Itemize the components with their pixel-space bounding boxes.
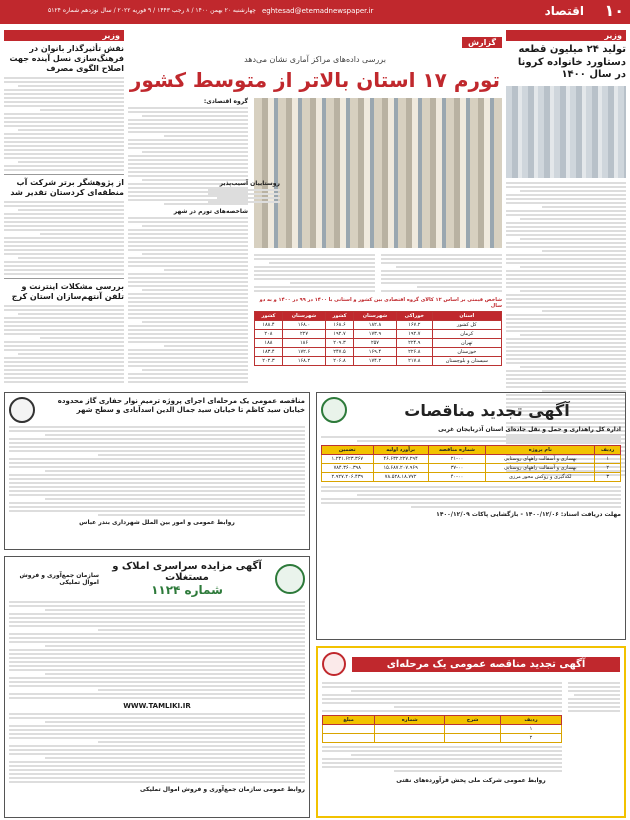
- municipality-logo: [9, 397, 35, 423]
- table-header-cell: استان: [432, 312, 501, 321]
- table-cell: ۱: [595, 455, 621, 464]
- table-row: [322, 455, 621, 464]
- table-cell: بهسازی و آسفالت راههای روستایی: [486, 455, 595, 464]
- table-row: [255, 321, 502, 330]
- table-cell: ۱.۲۳۱.۶۲۳.۳۶۷: [322, 455, 374, 464]
- main-article: [128, 30, 502, 385]
- table-cell: ۱۶۸.۲: [282, 357, 325, 366]
- table-cell: ۱۹۲.۷: [397, 330, 433, 339]
- table-cell: ۱۸۳.۴: [255, 348, 283, 357]
- main-article-tag: گزارش: [462, 37, 502, 48]
- table-row: [255, 357, 502, 366]
- table-cell: ۲۰۹.۳: [326, 339, 354, 348]
- table-cell: ۴۶.۶۳۲.۲۲۷.۲۹۴: [373, 455, 428, 464]
- price-index-table: [254, 311, 502, 366]
- table-cell: ۲۵۷: [353, 339, 396, 348]
- left-headline-2: از پژوهشگر برتر شرکت آب منطقه‌ای کردستان تقدیر شد: [10, 178, 124, 197]
- page-number: ۱۰: [604, 1, 624, 20]
- table-header-cell: شهرستان: [282, 312, 325, 321]
- main-article-headline: تورم ۱۷ استان بالاتر از متوسط کشور: [129, 68, 501, 92]
- table-row: [255, 339, 502, 348]
- table-header-cell: ردیف: [500, 716, 561, 725]
- table-cell: [375, 734, 445, 743]
- table-cell: ۲۲۶.۸: [397, 348, 433, 357]
- table-cell: ۱۶۷.۲: [397, 321, 433, 330]
- table-row: [255, 330, 502, 339]
- table-cell: ۱۸۸: [255, 339, 283, 348]
- table-cell: [445, 725, 501, 734]
- left-column: [4, 30, 124, 385]
- table-cell: [323, 734, 375, 743]
- table-cell: ۱۵.۶۸۷.۲۰۷.۹۶۹: [373, 464, 428, 473]
- table-cell: ۱۸۲.۸: [353, 321, 396, 330]
- table-header-cell: تضمین: [322, 446, 374, 455]
- table-cell: ۴۰-۰۰: [428, 473, 486, 482]
- table-cell: [445, 734, 501, 743]
- table-cell: [375, 725, 445, 734]
- auction-ad-website[interactable]: WWW.TAMLIKI.IR: [123, 702, 191, 710]
- table-cell: لکه‌گیری و روکش محور مرزی: [486, 473, 595, 482]
- tender-table: [321, 445, 621, 482]
- table-header-cell: خوراکی: [397, 312, 433, 321]
- table-cell: ۲۴۷.۵: [326, 348, 354, 357]
- table-cell: ۱۶۸.۶: [326, 321, 354, 330]
- table-row: [322, 464, 621, 473]
- table-cell: بهسازی و آسفالت راههای روستایی: [486, 464, 595, 473]
- table-row: [255, 348, 502, 357]
- table-cell: ۲۱۷.۸: [397, 357, 433, 366]
- table-cell: ۲۱-۰۰: [428, 455, 486, 464]
- price-table-title: شاخص قیمتی بر اساس ۱۲ کالای گروه اقتصادی بین کشور و استانی با ۱۴۰۰ در ۹۹ در ۱۴۰۰ و به دو سال: [259, 297, 502, 309]
- table-cell: ۱۹۲.۷: [326, 330, 354, 339]
- municipal-ad-footer: روابط عمومی و امور بین الملل شهرداری بندر عباس: [79, 519, 235, 526]
- table-cell: ۲.۹۲۷.۲۰۶.۴۳۹: [322, 473, 374, 482]
- table-header-cell: کشور: [326, 312, 354, 321]
- left-column-tag: وزیر: [4, 30, 124, 41]
- auction-ad-org: سازمان جمع‌آوری و فروش اموال تملیکی: [19, 572, 99, 586]
- table-header-cell: نام پروژه: [486, 446, 595, 455]
- table-cell: کرمان: [432, 330, 501, 339]
- oil-ad-table: [322, 715, 562, 743]
- vulnerable-villagers-box: [208, 180, 280, 205]
- table-cell: تهران: [432, 339, 501, 348]
- section-title: اقتصاد: [544, 4, 584, 18]
- table-cell: ۲۲۷: [282, 330, 325, 339]
- municipal-ad: [4, 392, 310, 550]
- table-header-cell: شهرستان: [353, 312, 396, 321]
- table-cell: ۲: [500, 734, 561, 743]
- table-cell: ۱۷۳.۹: [353, 330, 396, 339]
- main-article-kicker: بررسی داده‌های مراکز آماری نشان می‌دهد: [244, 55, 386, 64]
- table-cell: ۲۲۴.۹: [397, 339, 433, 348]
- right-column-headline: تولید ۲۴ میلیون قطعه دستاورد خانواده کرونا در سال ۱۴۰۰: [517, 44, 626, 80]
- left-headline-1: نقش تأثیرگذار بانوان در فرهنگ‌سازی نسل آینده جهت اصلاح الگوی مصرف: [9, 44, 124, 73]
- tender-ad-subtitle: اداره کل راهداری و حمل و نقل جاده‌ای استان آذربایجان غربی: [438, 426, 621, 433]
- oil-company-logo: [322, 652, 346, 676]
- table-row: [323, 734, 562, 743]
- table-cell: ۱: [500, 725, 561, 734]
- table-cell: سیستان و بلوچستان: [432, 357, 501, 366]
- factory-photo: [506, 86, 626, 178]
- table-cell: ۱۷۲.۶: [282, 348, 325, 357]
- oil-ad-footer: روابط عمومی شرکت ملی پخش فرآورده‌های نفتی: [396, 777, 546, 784]
- tender-ad-footer: مهلت دریافت اسناد: ۱۴۰۰/۱۲/۰۶ - بازگشایی پاکات ۱۴۰۰/۱۲/۰۹: [436, 511, 621, 518]
- table-cell: ۲۰۶.۸: [326, 357, 354, 366]
- table-cell: خوزستان: [432, 348, 501, 357]
- table-cell: [323, 725, 375, 734]
- table-cell: ۲: [595, 464, 621, 473]
- left-headline-3: بررسی مشکلات اینترنت و تلفن آنتهم‌سازان استان کرج: [11, 282, 124, 301]
- vulnerable-villagers-title: روستاییان آسیب‌پذیر: [219, 180, 280, 187]
- auction-ad-number: شماره ۱۱۲۴: [151, 583, 223, 597]
- table-cell: ۷۸.۵۲۸.۱۸.۷۷۲: [373, 473, 428, 482]
- table-cell: ۲۰۸: [255, 330, 283, 339]
- table-header-cell: کشور: [255, 312, 283, 321]
- auction-ad-footer: روابط عمومی سازمان جمع‌آوری و فروش اموال تملیکی: [139, 786, 305, 793]
- supermarket-photo: [254, 98, 502, 248]
- table-header-cell: شماره مناقصه: [428, 446, 486, 455]
- table-cell: ۱۸۶: [282, 339, 325, 348]
- road-org-logo: [321, 397, 347, 423]
- table-cell: ۱۶۸.۰: [282, 321, 325, 330]
- table-cell: ۳: [595, 473, 621, 482]
- table-header-cell: ردیف: [595, 446, 621, 455]
- right-column-tag: وزیر: [506, 30, 626, 41]
- table-row: [322, 473, 621, 482]
- table-header-cell: برآورد اولیه: [373, 446, 428, 455]
- table-header-cell: مبلغ: [323, 716, 375, 725]
- tender-ad-title: آگهی تجدید مناقصات: [404, 400, 570, 420]
- subhead-economic-group: گروه اقتصادی:: [203, 98, 248, 105]
- table-header-cell: شرح: [445, 716, 501, 725]
- table-cell: ۳۷-۰۰: [428, 464, 486, 473]
- table-cell: ۲۰۲.۳: [255, 357, 283, 366]
- auction-ad-title: آگهی مزایده سراسری املاک و مستغلات: [112, 561, 262, 583]
- table-cell: ۱۶۹.۴: [353, 348, 396, 357]
- oil-ad-title: آگهی تجدید مناقصه عمومی یک مرحله‌ای: [352, 657, 620, 672]
- auction-ad: [4, 556, 310, 818]
- subhead-urban-inflation: شاخصه‌های تورم در شهر: [173, 208, 248, 215]
- masthead-date: چهارشنبه ۲۰ بهمن ۱۴۰۰ / ۸ رجب ۱۴۴۳ / ۹ فوریه ۲۰۲۲ / سال نوزدهم شماره ۵۱۲۴: [48, 7, 256, 14]
- municipal-ad-title: مناقصه عمومی یک مرحله‌ای اجرای پروژه ترمیم نوار حفاری گاز محدوده خیابان سید کاظم تا خیابان سید جمال الدین اسدآبادی و سطح شهر: [57, 397, 305, 415]
- masthead-url[interactable]: eghtesad@etemadnewspaper.ir: [262, 7, 374, 15]
- table-cell: ۱۸۸.۴: [255, 321, 283, 330]
- tender-ad: [316, 392, 626, 640]
- table-cell: ۷۸۴.۳۶۰.۳۹۸: [322, 464, 374, 473]
- table-header-cell: شماره: [375, 716, 445, 725]
- table-cell: ۱۷۴.۲: [353, 357, 396, 366]
- table-cell: کل کشور: [432, 321, 501, 330]
- oil-tender-ad: [316, 646, 626, 818]
- auction-org-logo: [275, 564, 305, 594]
- table-row: [323, 725, 562, 734]
